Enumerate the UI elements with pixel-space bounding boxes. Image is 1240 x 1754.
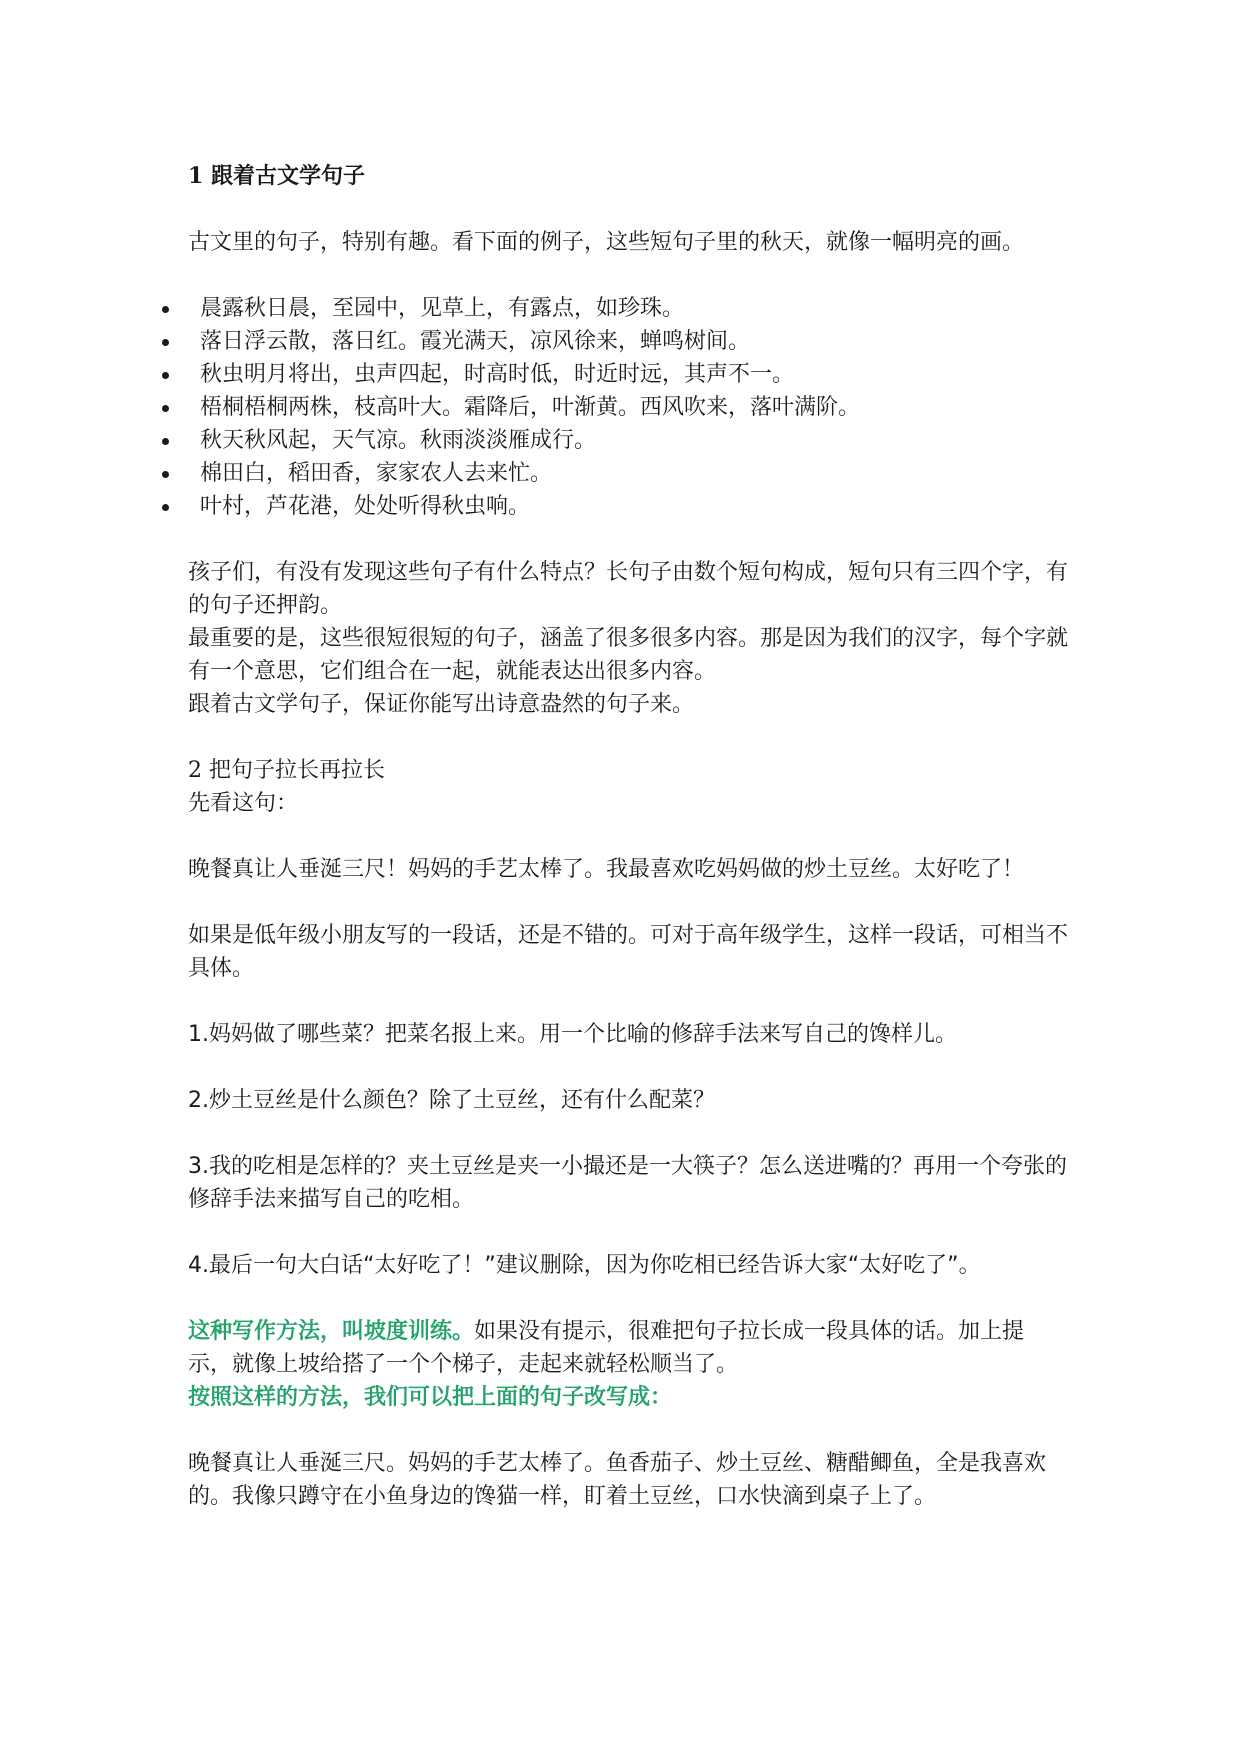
rewrite-paragraph: 晚餐真让人垂涎三尺。妈妈的手艺太棒了。鱼香茄子、炒土豆丝、糖醋鲫鱼，全是我喜欢的。我像只蹲守在小鱼身边的馋猫一样，盯着土豆丝，口水快滴到桌子上了。 [188, 1451, 1047, 1509]
list-item: 秋天秋风起，天气凉。秋雨淡淡雁成行。 [188, 424, 1068, 457]
section1-paragraph-3: 跟着古文学句子，保证你能写出诗意盎然的句子来。 [188, 692, 695, 717]
method-text: 如果没有提示，很难把句子拉长成一段具体的话。加上提示，就像上坡给搭了一个个梯子，走起来就轻松顺当了。 [188, 1319, 1025, 1377]
rewrite-lead: 按照这样的方法，我们可以把上面的句子改写成： [188, 1385, 673, 1410]
section2-title: 2 把句子拉长再拉长 [188, 758, 385, 783]
method-paragraph [188, 1315, 1068, 1381]
question-3: 3.我的吃相是怎样的？夹土豆丝是夹一小撮还是一大筷子？怎么送进嘴的？再用一个夸张的修辞手法来描写自己的吃相。 [188, 1154, 1067, 1212]
question-2: 2.炒土豆丝是什么颜色？除了土豆丝，还有什么配菜？ [188, 1088, 715, 1113]
question-1: 1.妈妈做了哪些菜？把菜名报上来。用一个比喻的修辞手法来写自己的馋样儿。 [188, 1022, 957, 1047]
article-body [188, 160, 1068, 1513]
list-item: 晨露秋日晨，至园中，见草上，有露点，如珍珠。 [188, 292, 1068, 325]
sample-sentence: 晚餐真让人垂涎三尺！妈妈的手艺太棒了。我最喜欢吃妈妈做的炒土豆丝。太好吃了！ [188, 857, 1025, 882]
example-list [188, 292, 1068, 523]
list-item: 梧桐梧桐两株，枝高叶大。霜降后，叶渐黄。西风吹来，落叶满阶。 [188, 391, 1068, 424]
method-highlight: 这种写作方法，叫坡度训练。 [188, 1319, 475, 1344]
list-item: 棉田白，稻田香，家家农人去来忙。 [188, 457, 1068, 490]
section2-lead: 先看这句： [188, 791, 299, 816]
section1-title: 1 跟着古文学句子 [188, 163, 365, 189]
list-item: 落日浮云散，落日红。霞光满天，凉风徐来，蝉鸣树间。 [188, 325, 1068, 358]
sample-comment: 如果是低年级小朋友写的一段话，还是不错的。可对于高年级学生，这样一段话，可相当不具体。 [188, 923, 1069, 981]
question-4: 4.最后一句大白话“太好吃了！”建议删除，因为你吃相已经告诉大家“太好吃了”。 [188, 1253, 981, 1278]
list-item: 秋虫明月将出，虫声四起，时高时低，时近时远，其声不一。 [188, 358, 1068, 391]
section1-paragraph-1: 孩子们，有没有发现这些句子有什么特点？长句子由数个短句构成，短句只有三四个字，有的句子还押韵。 [188, 560, 1069, 618]
list-item: 叶村，芦花港，处处听得秋虫响。 [188, 490, 1068, 523]
section1-paragraph-2: 最重要的是，这些很短很短的句子，涵盖了很多很多内容。那是因为我们的汉字，每个字就有一个意思，它们组合在一起，就能表达出很多内容。 [188, 626, 1069, 684]
section1-intro: 古文里的句子，特别有趣。看下面的例子，这些短句子里的秋天，就像一幅明亮的画。 [188, 230, 1025, 255]
